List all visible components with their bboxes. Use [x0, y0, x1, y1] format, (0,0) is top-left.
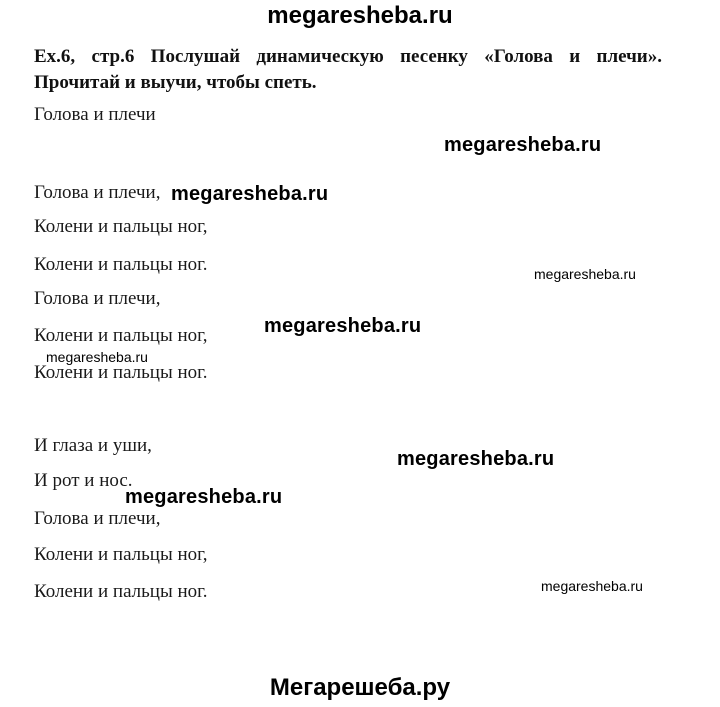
song-line: Голова и плечи, [34, 182, 161, 203]
watermark: megaresheba.ru [46, 349, 148, 365]
watermark: megaresheba.ru [264, 315, 422, 337]
watermark: megaresheba.ru [125, 486, 283, 508]
song-line: И рот и нос. [34, 470, 133, 491]
song-line: Голова и плечи, [34, 288, 161, 309]
site-footer-watermark: Мегарешеба.ру [269, 674, 451, 701]
watermark: megaresheba.ru [541, 578, 643, 594]
watermark: megaresheba.ru [397, 448, 555, 470]
watermark: megaresheba.ru [444, 134, 602, 156]
song-line: Голова и плечи, [34, 508, 161, 529]
site-header-watermark: megaresheba.ru [267, 2, 453, 29]
song-line: Колени и пальцы ног, [34, 325, 208, 346]
exercise-title: Ex.6, стр.6 Послушай динамическую песенку «Голова и плечи». Прочитай и выучи, чтобы спеть. [34, 46, 662, 93]
song-line: Колени и пальцы ног. [34, 362, 208, 383]
song-line: Колени и пальцы ног, [34, 544, 208, 565]
song-line: Колени и пальцы ног. [34, 581, 208, 602]
song-line: И глаза и уши, [34, 435, 152, 456]
song-line: Колени и пальцы ног. [34, 254, 208, 275]
song-line: Колени и пальцы ног, [34, 216, 208, 237]
song-title: Голова и плечи [34, 104, 156, 125]
watermark: megaresheba.ru [534, 266, 636, 282]
watermark: megaresheba.ru [171, 183, 329, 205]
